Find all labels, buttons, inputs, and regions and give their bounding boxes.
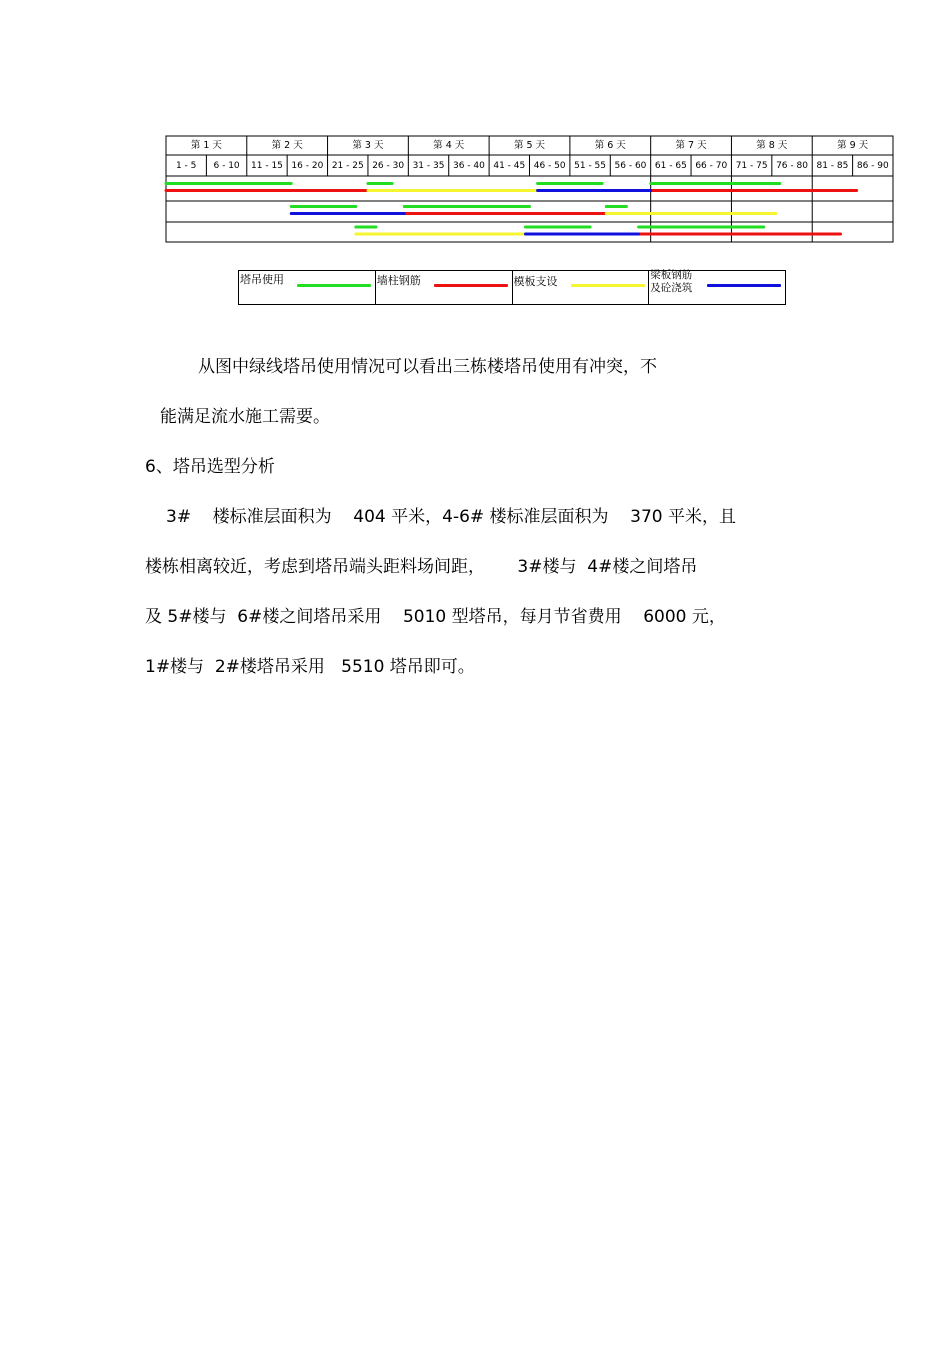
day-header-label: 第 6 天 [594, 140, 626, 151]
legend-label: 塔吊使用 [240, 273, 284, 286]
interval-header-label: 86 - 90 [856, 161, 889, 171]
day-header-row [191, 139, 869, 151]
day-header-label: 第 3 天 [352, 140, 384, 151]
gantt-bars [166, 184, 857, 235]
paragraph-line-4: 楼栋相离较近，考虑到塔吊端头距料场间距， 3#楼与 4#楼之间塔吊 [145, 557, 698, 577]
day-header-label: 第 8 天 [756, 140, 788, 151]
interval-header-label: 11 - 15 [251, 161, 283, 171]
legend-item-formwork [513, 271, 650, 304]
legend-label: 墙柱钢筋 [376, 274, 421, 287]
legend-swatch-green [297, 284, 371, 287]
legend-item-slab-concrete [649, 271, 785, 304]
day-header-label: 第 9 天 [837, 140, 869, 151]
legend-swatch-blue [707, 284, 781, 287]
legend-swatch-yellow [571, 284, 645, 287]
interval-header-label: 51 - 55 [574, 161, 607, 171]
interval-header-label: 56 - 60 [614, 161, 647, 171]
interval-header-label: 41 - 45 [493, 161, 526, 171]
gantt-legend [238, 270, 786, 305]
interval-header-label: 6 - 10 [213, 161, 240, 171]
legend-label: 梁板钢筋 及砼浇筑 [650, 269, 693, 294]
day-header-label: 第 1 天 [190, 140, 222, 151]
interval-header-label: 76 - 80 [776, 161, 808, 171]
day-header-label: 第 2 天 [271, 140, 303, 151]
interval-header-label: 61 - 65 [654, 161, 687, 171]
gantt-chart [0, 0, 950, 260]
interval-header-row [176, 161, 889, 171]
interval-header-label: 81 - 85 [816, 161, 849, 171]
interval-header-label: 31 - 35 [412, 161, 445, 171]
interval-header-label: 21 - 25 [331, 161, 364, 171]
day-header-label: 第 7 天 [675, 140, 707, 151]
paragraph-line-2: 能满足流水施工需要。 [160, 407, 330, 427]
paragraph-line-5: 及 5#楼与 6#楼之间塔吊采用 5010 型塔吊，每月节省费用 6000 元， [145, 607, 726, 627]
interval-header-label: 26 - 30 [372, 161, 405, 171]
legend-item-wall-rebar [376, 271, 513, 304]
interval-header-label: 66 - 70 [695, 161, 728, 171]
legend-label: 模板支设 [513, 275, 558, 288]
interval-header-label: 71 - 75 [735, 161, 768, 171]
day-header-label: 第 5 天 [513, 140, 546, 151]
interval-header-label: 16 - 20 [291, 161, 324, 171]
section-heading: 6、塔吊选型分析 [145, 457, 275, 477]
legend-swatch-red [434, 284, 508, 287]
interval-header-label: 46 - 50 [533, 161, 566, 171]
interval-header-label: 1 - 5 [175, 161, 197, 171]
interval-header-label: 36 - 40 [452, 161, 485, 171]
paragraph-line-3: 3# 楼标准层面积为 404 平米，4-6# 楼标准层面积为 370 平米，且 [166, 507, 737, 527]
paragraph-line-6: 1#楼与 2#楼塔吊采用 5510 塔吊即可。 [145, 657, 475, 677]
legend-item-crane [239, 271, 376, 304]
paragraph-line-1: 从图中绿线塔吊使用情况可以看出三栋楼塔吊使用有冲突，不 [198, 357, 657, 377]
day-header-label: 第 4 天 [433, 140, 465, 151]
